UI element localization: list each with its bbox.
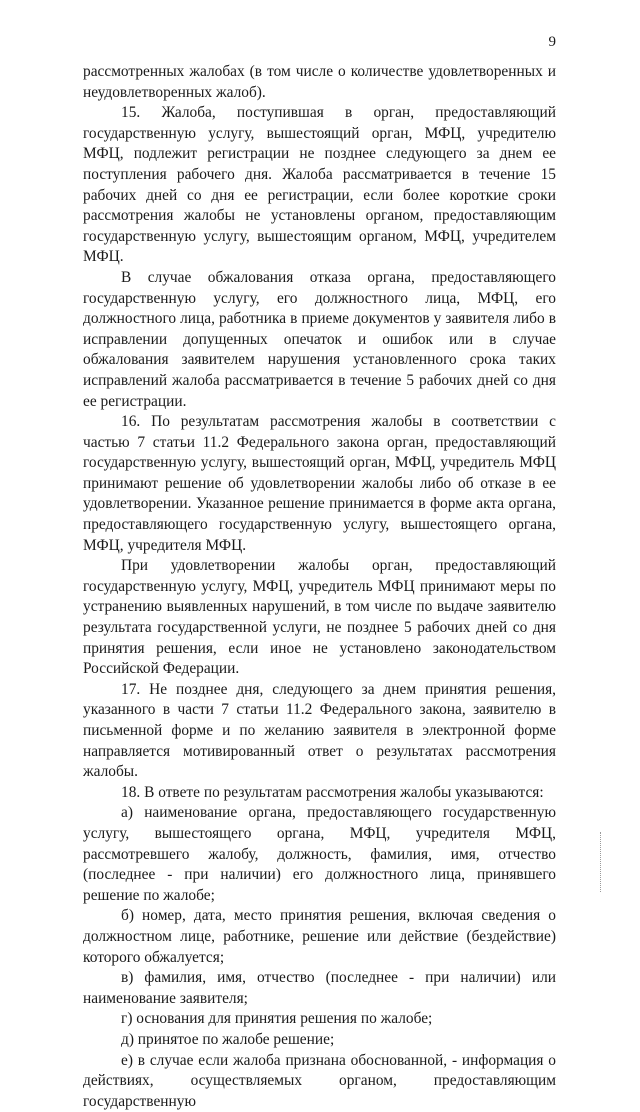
- list-item-v: в) фамилия, имя, отчество (последнее - при наличии) или наименование заявителя;: [83, 968, 556, 1009]
- list-item-e: е) в случае если жалоба признана обоснованной, - информация о действиях, осуществляемых органом, предоставляющим государственную: [83, 1051, 556, 1112]
- paragraph-18: 18. В ответе по результатам рассмотрения жалобы указываются:: [83, 783, 556, 804]
- paragraph-continuation: рассмотренных жалобах (в том числе о количестве удовлетворенных и неудовлетворенных жалоб).: [83, 62, 556, 103]
- list-item-b: б) номер, дата, место принятия решения, включая сведения о должностном лице, работнике, решение или действие (бездействие) которого обжалуется;: [83, 906, 556, 968]
- paragraph-15: 15. Жалоба, поступившая в орган, предоставляющий государственную услугу, вышестоящий орган, МФЦ, учредителю МФЦ, подлежит регистрации не позднее следующего за днем ее поступления рабочего дня. Жалоба рассматривается в течение 15 рабочих дней со дня ее регистрации, если более короткие сроки рассмотрения жалобы не установлены органом, предоставляющим государственную услугу, вышестоящим органом, МФЦ, учредителем МФЦ.: [83, 103, 556, 268]
- paragraph-15-appeal: В случае обжалования отказа органа, предоставляющего государственную услугу, его должностного лица, МФЦ, его должностного лица, работника в приеме документов у заявителя либо в исправлении допущенных опечаток и ошибок или в случае обжалования заявителем нарушения установленного срока таких исправлений жалоба рассматривается в течение 5 рабочих дней со дня ее регистрации.: [83, 268, 556, 412]
- list-item-g: г) основания для принятия решения по жалобе;: [83, 1009, 556, 1030]
- list-item-d: д) принятое по жалобе решение;: [83, 1030, 556, 1051]
- paragraph-17: 17. Не позднее дня, следующего за днем принятия решения, указанного в части 7 статьи 11.2 Федерального закона, заявителю в письменной форме и по желанию заявителя в электронной форме направляется мотивированный ответ о результатах рассмотрения жалобы.: [83, 680, 556, 783]
- paragraph-16-satisfaction: При удовлетворении жалобы орган, предоставляющий государственную услугу, МФЦ, учредитель МФЦ принимают меры по устранению выявленных нарушений, в том числе по выдаче заявителю результата государственной услуги, не позднее 5 рабочих дней со дня принятия решения, если иное не установлено законодательством Российской Федерации.: [83, 556, 556, 680]
- list-item-a: а) наименование органа, предоставляющего государственную услугу, вышестоящего органа, МФЦ, учредителя МФЦ, рассмотревшего жалобу, должность, фамилия, имя, отчество (последнее - при наличии) его должностного лица, принявшего решение по жалобе;: [83, 803, 556, 906]
- scan-edge-mark: [600, 832, 602, 892]
- page-number: 9: [532, 34, 556, 51]
- paragraph-16: 16. По результатам рассмотрения жалобы в соответствии с частью 7 статьи 11.2 Федерального закона орган, предоставляющий государственную услугу, вышестоящий орган, МФЦ, учредитель МФЦ принимают решение об удовлетворении жалобы либо об отказе в ее удовлетворении. Указанное решение принимается в форме акта органа, предоставляющего государственную услугу, вышестоящего органа, МФЦ, учредителя МФЦ.: [83, 412, 556, 556]
- document-body: [83, 62, 556, 1112]
